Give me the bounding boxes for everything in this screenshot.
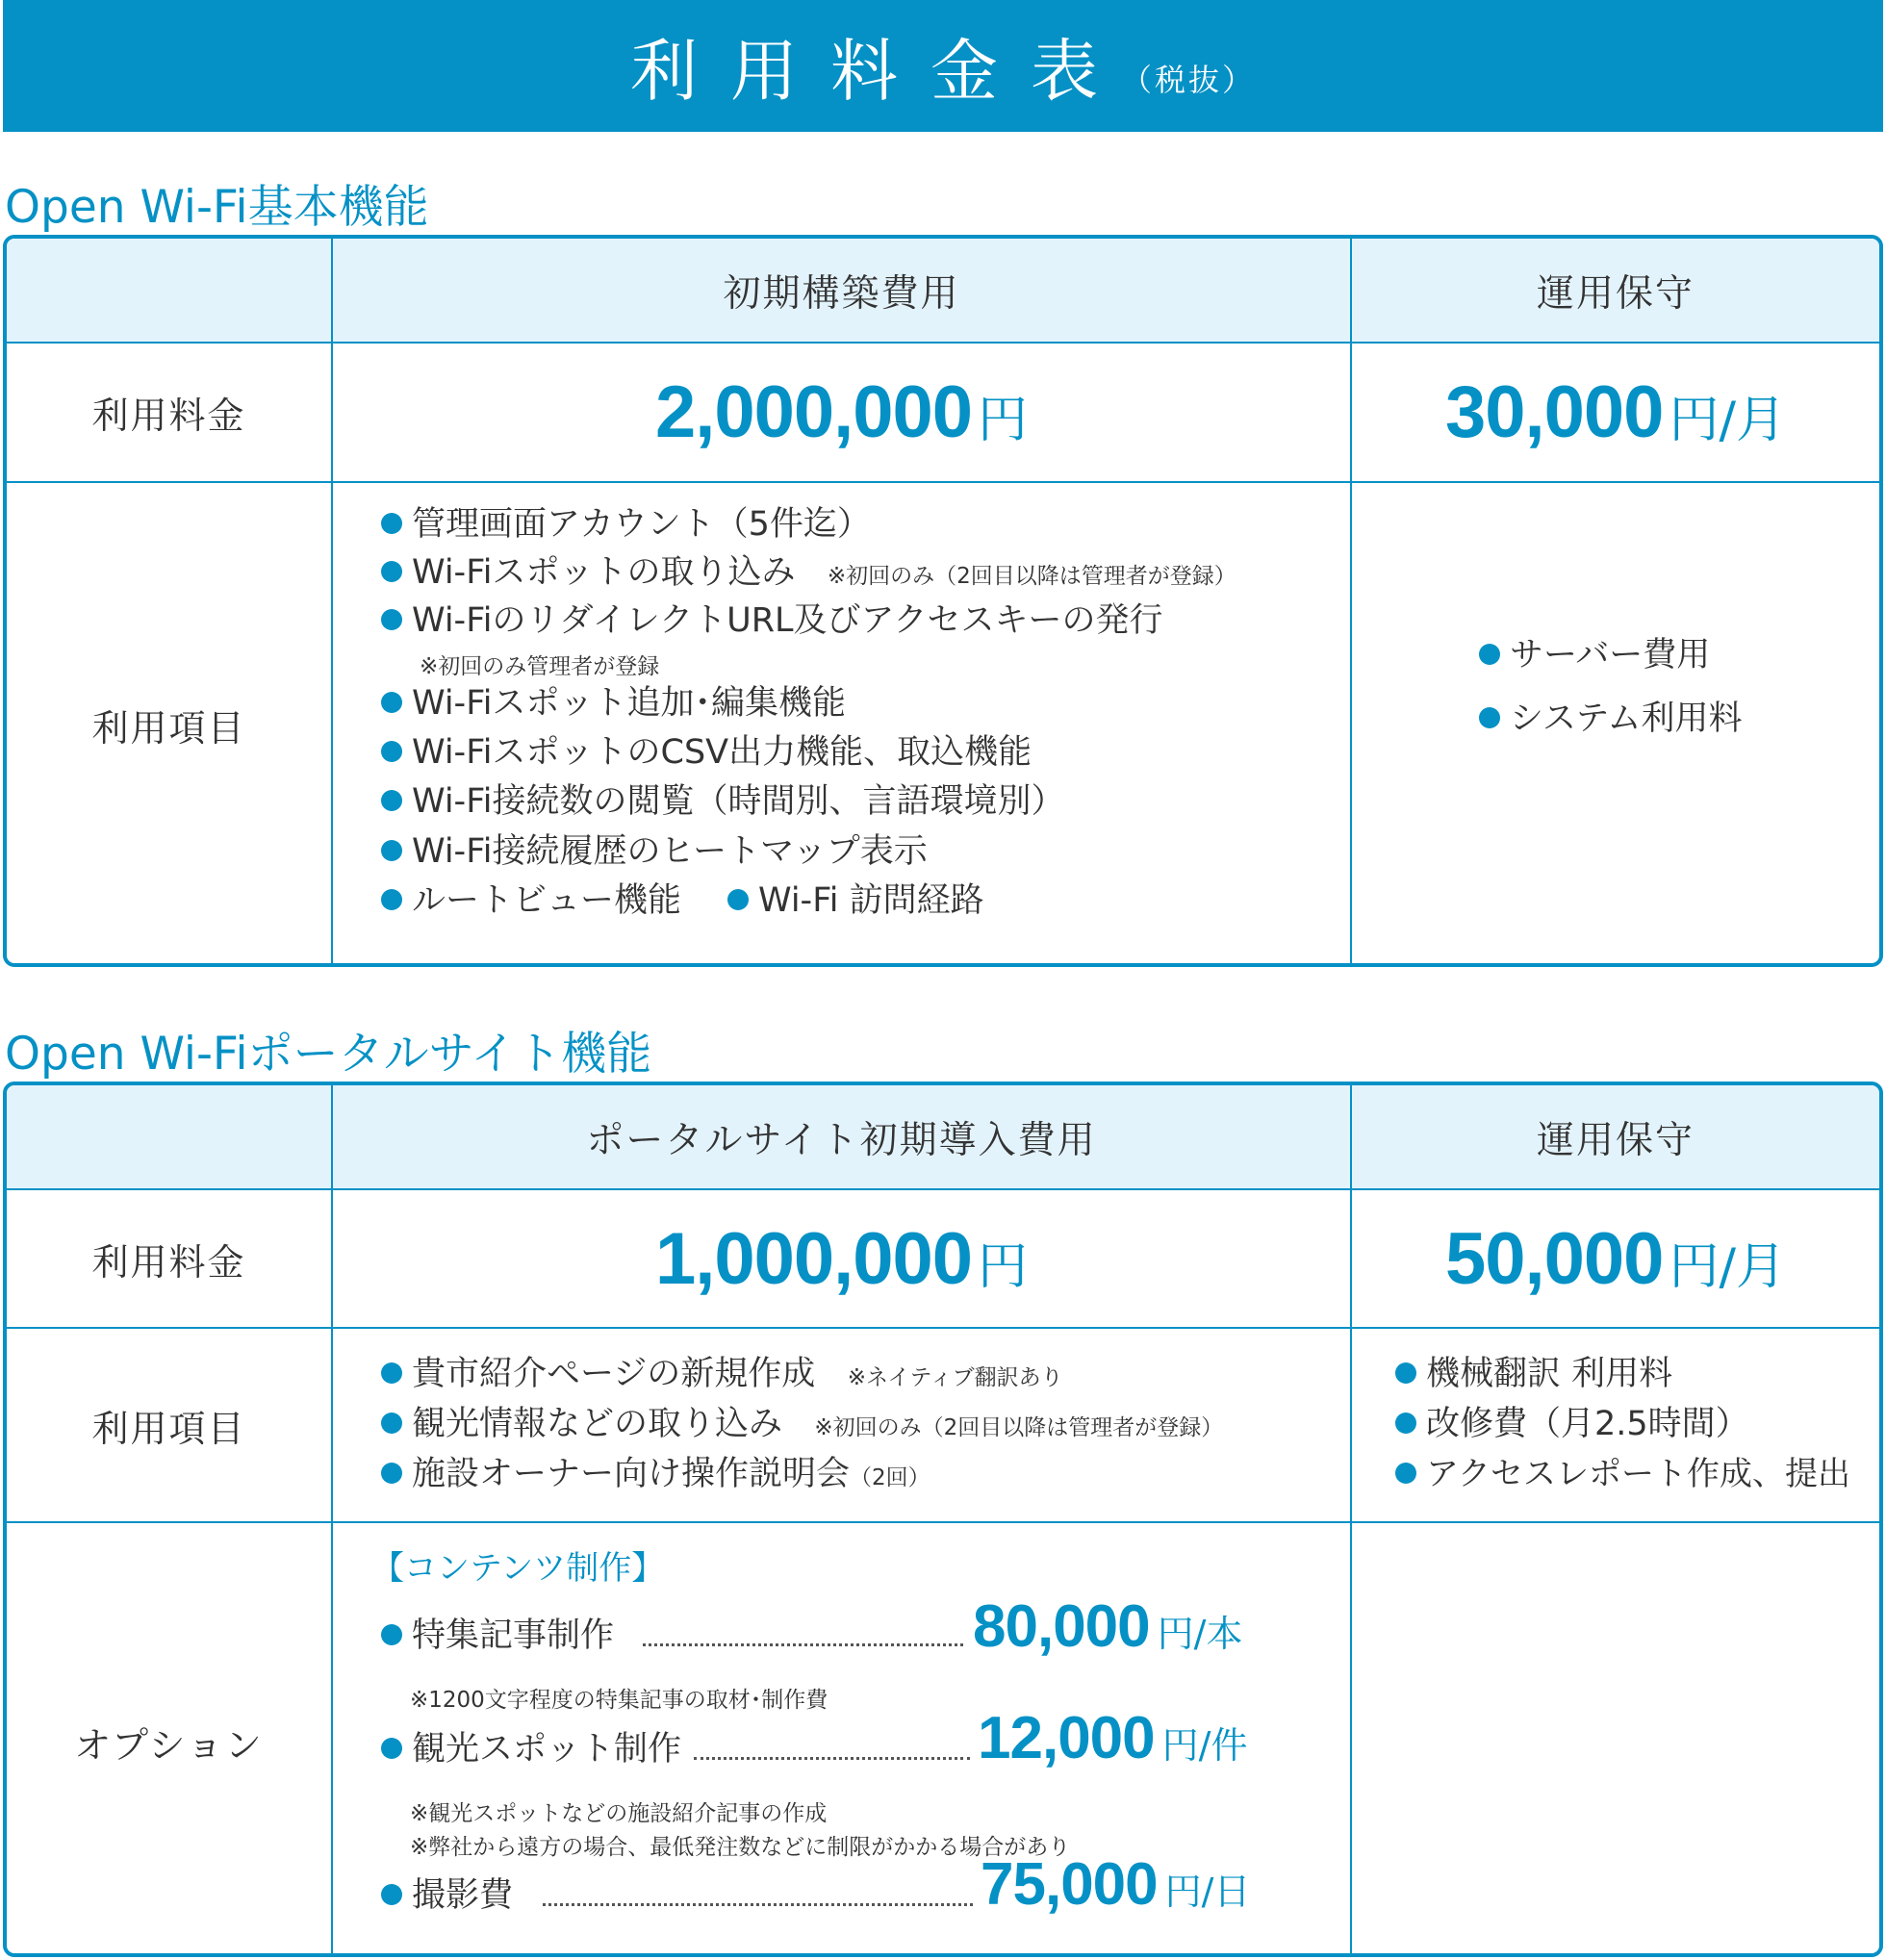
portal-option-label: オプション — [74, 1724, 264, 1767]
list-item — [381, 881, 682, 920]
portal-fee-label-cell — [7, 1190, 333, 1327]
portal-option-empty — [1352, 1523, 1879, 1957]
item-note: ※初回のみ（2回目以降は管理者が登録） — [814, 1415, 1224, 1440]
option-price-unit: 円/件 — [1161, 1724, 1248, 1767]
bullet-icon — [381, 609, 402, 630]
bullet-icon — [381, 1738, 402, 1759]
item-text: システム利用料 — [1510, 700, 1743, 738]
item-note: ※ネイティブ翻訳あり — [847, 1365, 1063, 1390]
basic-col-initial — [333, 239, 1352, 342]
option-price-value: 12,000 — [978, 1705, 1155, 1771]
bullet-icon — [1479, 707, 1500, 728]
basic-fee-row — [7, 344, 1879, 481]
list-item — [1395, 1405, 1749, 1443]
bullet-icon — [381, 790, 402, 811]
item-text: 管理画面アカウント（5件迄） — [412, 505, 871, 544]
list-item — [1395, 1355, 1673, 1393]
basic-initial-price-unit: 円 — [978, 392, 1029, 449]
bullet-icon — [381, 1624, 402, 1645]
list-item — [381, 505, 871, 544]
basic-maintenance-price — [1445, 370, 1786, 454]
portal-maintenance-price-cell — [1352, 1190, 1879, 1327]
portal-items-row — [7, 1329, 1879, 1521]
bullet-icon — [381, 1884, 402, 1905]
basic-header-row — [7, 239, 1879, 342]
item-text: Wi-Fi接続数の閲覧（時間別、言語環境別） — [412, 782, 1065, 821]
portal-maintenance-price — [1445, 1217, 1786, 1301]
leader-dots — [643, 1643, 963, 1646]
item-text: 改修費（月2.5時間） — [1426, 1405, 1749, 1443]
basic-col-maintenance — [1352, 239, 1879, 342]
tax-note: （税抜） — [1120, 61, 1256, 98]
item-text: サーバー費用 — [1510, 636, 1711, 675]
leader-dots — [694, 1757, 970, 1760]
portal-col-maintenance — [1352, 1085, 1879, 1188]
item-text: 施設オーナー向け操作説明会 — [412, 1455, 851, 1493]
option-price — [981, 1850, 1250, 1919]
portal-initial-price-cell — [333, 1190, 1352, 1327]
page-title: 利用料金表 — [629, 32, 1131, 111]
option-note: ※1200文字程度の特集記事の取材･制作費 — [410, 1688, 828, 1713]
list-item — [727, 881, 984, 920]
basic-items-row — [7, 483, 1879, 967]
portal-maintenance-price-unit: 円/月 — [1669, 1237, 1786, 1296]
portal-items-cell — [333, 1329, 1352, 1521]
option-name: 特集記事制作 — [412, 1616, 615, 1655]
basic-maintenance-price-cell — [1352, 344, 1879, 481]
item-text: Wi-FiのリダイレクトURL及びアクセスキーの発行 — [412, 601, 1163, 640]
list-item — [381, 601, 1163, 640]
list-item — [381, 832, 928, 871]
item-text: 貴市紹介ページの新規作成 — [412, 1355, 816, 1393]
basic-fee-label: 利用料金 — [91, 395, 246, 437]
basic-section-title: Open Wi-Fi基本機能 — [5, 181, 429, 234]
portal-pricing-table — [3, 1082, 1883, 1957]
bullet-icon — [381, 561, 402, 582]
page-header — [3, 0, 1883, 132]
portal-header-row — [7, 1085, 1879, 1188]
list-item — [1395, 1455, 1850, 1493]
list-item — [1479, 636, 1711, 675]
basic-maintenance-price-value: 30,000 — [1445, 371, 1664, 453]
portal-maintenance-items-cell — [1352, 1329, 1879, 1521]
basic-header-empty — [7, 239, 333, 342]
option-name: 撮影費 — [412, 1876, 514, 1915]
portal-items-label: 利用項目 — [91, 1407, 246, 1450]
portal-initial-price-unit: 円 — [978, 1237, 1029, 1296]
portal-col-initial — [333, 1085, 1352, 1188]
basic-fee-label-cell — [7, 344, 333, 481]
option-name: 観光スポット制作 — [412, 1730, 682, 1769]
portal-option-cell — [333, 1523, 1352, 1957]
item-text: 機械翻訳 利用料 — [1426, 1355, 1673, 1393]
portal-section-title: Open Wi-Fiポータルサイト機能 — [5, 1028, 652, 1081]
item-text: アクセスレポート作成、提出 — [1426, 1455, 1850, 1493]
bullet-icon — [381, 1463, 402, 1484]
portal-fee-label: 利用料金 — [91, 1240, 246, 1284]
option-note: ※弊社から遠方の場合、最低発注数などに制限がかかる場合があり — [410, 1835, 1071, 1860]
bullet-icon — [727, 889, 749, 910]
basic-initial-price — [655, 370, 1028, 454]
portal-initial-price — [655, 1217, 1028, 1301]
list-item — [381, 1355, 1063, 1393]
item-text: Wi-Fiスポット追加･編集機能 — [412, 684, 847, 723]
bullet-icon — [1395, 1463, 1416, 1484]
bullet-icon — [1395, 1413, 1416, 1434]
item-text: Wi-Fi 訪問経路 — [758, 881, 984, 920]
bullet-icon — [381, 513, 402, 534]
list-item — [1479, 702, 1743, 736]
bullet-icon — [381, 692, 402, 713]
option-item-feature — [381, 1616, 615, 1655]
basic-col-maintenance-label: 運用保守 — [1536, 271, 1695, 316]
item-note: ※初回のみ（2回目以降は管理者が登録） — [827, 564, 1236, 589]
bullet-icon — [381, 889, 402, 910]
bullet-icon — [1395, 1362, 1416, 1384]
bullet-icon — [381, 1413, 402, 1434]
option-price-value: 80,000 — [973, 1593, 1150, 1660]
portal-items-label-cell — [7, 1329, 333, 1521]
basic-items-label-cell — [7, 483, 333, 967]
portal-col-initial-label: ポータルサイト初期導入費用 — [586, 1118, 1097, 1162]
list-item — [381, 733, 1032, 772]
option-price-unit: 円/日 — [1164, 1871, 1251, 1913]
item-text: ルートビュー機能 — [412, 881, 682, 920]
option-price — [973, 1592, 1242, 1661]
basic-items-label: 利用項目 — [91, 707, 246, 750]
item-text: Wi-Fi接続履歴のヒートマップ表示 — [412, 832, 928, 871]
bullet-icon — [381, 741, 402, 762]
option-price-unit: 円/本 — [1157, 1613, 1243, 1655]
leader-dots — [543, 1903, 973, 1906]
basic-col-initial-label: 初期構築費用 — [723, 271, 960, 316]
portal-maintenance-price-value: 50,000 — [1445, 1217, 1664, 1300]
basic-pricing-table — [3, 235, 1883, 967]
item-note: （2回） — [850, 1465, 930, 1490]
list-item — [381, 1455, 930, 1493]
portal-header-empty — [7, 1085, 333, 1188]
option-item-spot — [381, 1730, 682, 1769]
item-text: Wi-Fiスポットの取り込み — [412, 553, 796, 592]
bullet-icon — [381, 840, 402, 861]
portal-fee-row — [7, 1190, 1879, 1327]
item-text: Wi-FiスポットのCSV出力機能、取込機能 — [412, 733, 1032, 772]
portal-col-maintenance-label: 運用保守 — [1536, 1118, 1695, 1162]
portal-option-label-cell — [7, 1523, 333, 1957]
portal-option-row — [7, 1523, 1879, 1957]
portal-initial-price-value: 1,000,000 — [654, 1217, 973, 1300]
list-item — [381, 553, 1236, 592]
redirect-subnote: ※初回のみ管理者が登録 — [420, 654, 660, 679]
option-heading: 【コンテンツ制作】 — [371, 1549, 665, 1588]
option-price-value: 75,000 — [981, 1851, 1158, 1918]
list-item — [381, 1405, 1224, 1443]
basic-initial-price-value: 2,000,000 — [654, 371, 973, 453]
basic-maintenance-price-unit: 円/月 — [1669, 392, 1786, 449]
option-price — [978, 1704, 1247, 1772]
basic-items-cell — [333, 483, 1352, 967]
bullet-icon — [381, 1362, 402, 1384]
bullet-icon — [1479, 644, 1500, 665]
basic-initial-price-cell — [333, 344, 1352, 481]
option-item-photo — [381, 1876, 514, 1915]
list-item — [381, 782, 1065, 821]
basic-maintenance-items-cell — [1352, 483, 1879, 967]
item-text: 観光情報などの取り込み — [412, 1405, 783, 1443]
option-note: ※観光スポットなどの施設紹介記事の作成 — [410, 1801, 828, 1826]
list-item — [381, 684, 847, 723]
